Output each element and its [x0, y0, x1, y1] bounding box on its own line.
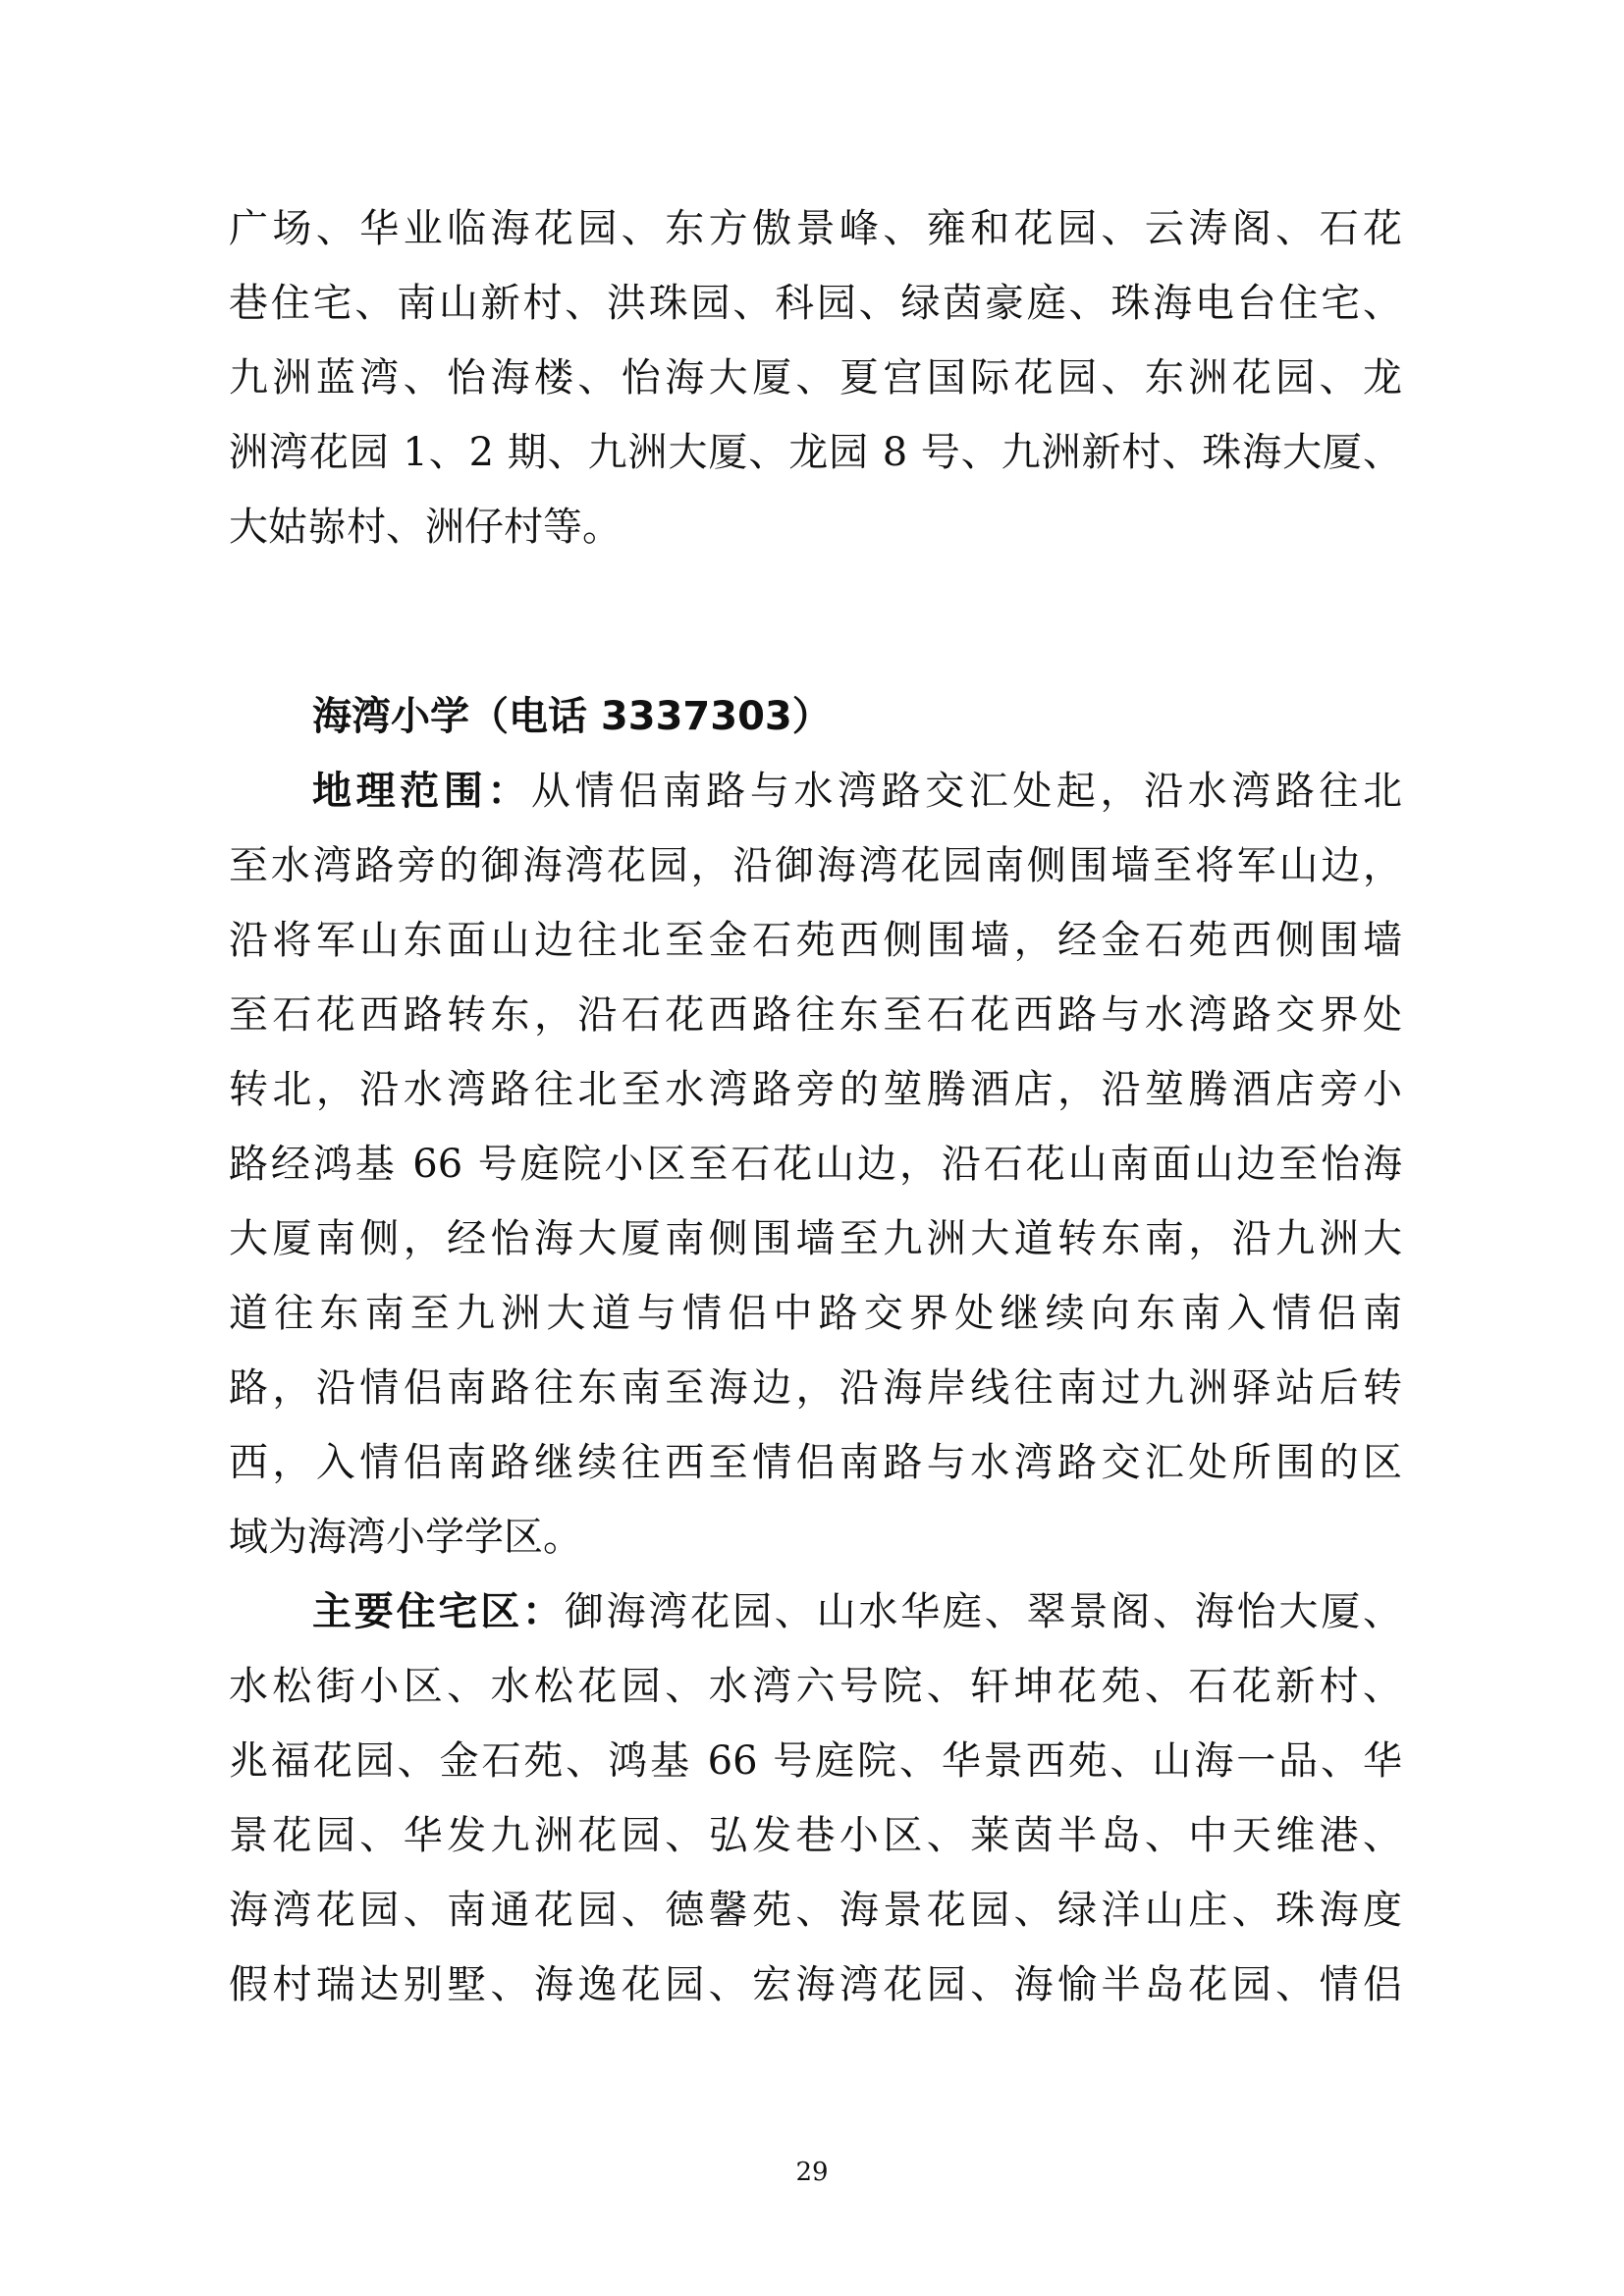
geo-line-text: 从情侣南路与水湾路交汇处起，沿水湾路往北 — [530, 769, 1403, 814]
text-line: 海湾花园、南通花园、德馨苑、海景花园、绿洋山庄、珠海度 — [229, 1888, 1402, 1933]
res-label: 主要住宅区： — [312, 1589, 565, 1634]
text-line: 兆福花园、金石苑、鸿基 66 号庭院、华景西苑、山海一品、华 — [229, 1738, 1402, 1784]
res-line-text: 御海湾花园、山水华庭、翠景阁、海怡大厦、 — [564, 1589, 1403, 1634]
text-line: 大厦南侧，经怡海大厦南侧围墙至九洲大道转东南，沿九洲大 — [229, 1216, 1402, 1261]
res-first-line — [312, 1582, 1402, 1641]
text-line: 道往东南至九洲大道与情侣中路交界处继续向东南入情侣南 — [229, 1291, 1402, 1336]
text-line: 西，入情侣南路继续往西至情侣南路与水湾路交汇处所围的区 — [229, 1440, 1402, 1485]
text-line: 广场、华业临海花园、东方傲景峰、雍和花园、云涛阁、石花 — [229, 206, 1402, 251]
page-number: 29 — [795, 2158, 829, 2187]
text-line: 路经鸿基 66 号庭院小区至石花山边，沿石花山南面山边至怡海 — [229, 1142, 1402, 1187]
text-line: 转北，沿水湾路往北至水湾路旁的堃腾酒店，沿堃腾酒店旁小 — [229, 1067, 1402, 1112]
text-line: 水松街小区、水松花园、水湾六号院、轩坤花苑、石花新村、 — [229, 1664, 1402, 1709]
text-line: 巷住宅、南山新村、洪珠园、科园、绿茵豪庭、珠海电台住宅、 — [229, 281, 1402, 326]
text-line: 九洲蓝湾、怡海楼、怡海大厦、夏宫国际花园、东洲花园、龙 — [229, 355, 1402, 400]
text-line: 至石花西路转东，沿石花西路往东至石花西路与水湾路交界处 — [229, 992, 1402, 1038]
text-line: 路，沿情侣南路往东南至海边，沿海岸线往南过九洲驿站后转 — [229, 1365, 1402, 1411]
text-line: 沿将军山东面山边往北至金石苑西侧围墙，经金石苑西侧围墙 — [229, 918, 1402, 963]
geo-label: 地理范围： — [312, 769, 531, 814]
text-line: 至水湾路旁的御海湾花园，沿御海湾花园南侧围墙至将军山边， — [229, 843, 1402, 888]
text-line: 假村瑞达别墅、海逸花园、宏海湾花园、海愉半岛花园、情侣 — [229, 1962, 1402, 2007]
text-line: 景花园、华发九洲花园、弘发巷小区、莱茵半岛、中天维港、 — [229, 1813, 1402, 1858]
geo-first-line — [312, 762, 1402, 821]
text-line: 大姑㟜村、洲仔村等。 — [229, 505, 622, 550]
section-title: 海湾小学（电话 3337303） — [312, 694, 832, 739]
text-line: 洲湾花园 1、2 期、九洲大厦、龙园 8 号、九洲新村、珠海大厦、 — [229, 430, 1402, 475]
text-line: 域为海湾小学学区。 — [229, 1515, 582, 1560]
